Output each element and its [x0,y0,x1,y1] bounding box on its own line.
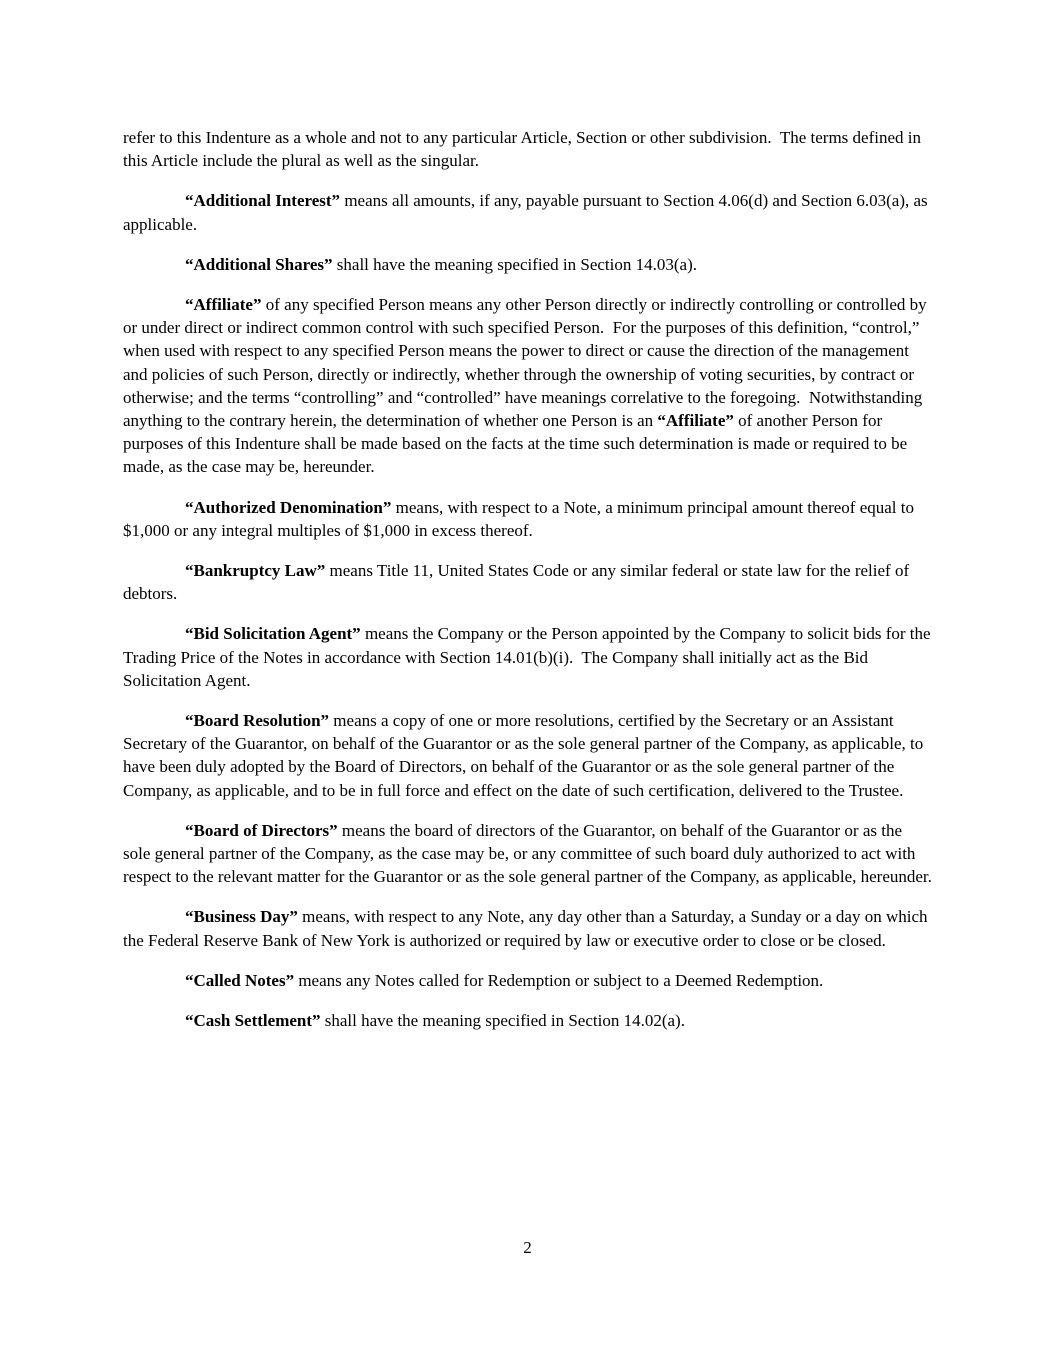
text-run: means, with respect to any Note, any day other than a Saturday, a Sunday or a day on which the Federal Reserve Bank of New York is authorized or required by law or executive order to close or be closed. [123,907,932,950]
defined-term: “Called Notes” [185,970,295,990]
body-paragraph [123,126,932,172]
definition-paragraph [123,819,932,889]
defined-term: “Cash Settlement” [185,1011,321,1031]
text-run: means the board of directors of the Guarantor, on behalf of the Guarantor or as the sole general partner of the Company, as the case may be, or any committee of such board duly authorized to act with respect to the relevant matter for the Guarantor or as the sole general partner of the Company, as applicable, hereunder. [123,820,932,887]
defined-term: “Additional Shares” [185,254,333,274]
defined-term: “Affiliate” [657,411,734,431]
definition-paragraph [123,189,932,235]
text-run: means all amounts, if any, payable pursuant to Section 4.06(d) and Section 6.03(a), as applicable. [123,191,932,234]
definition-paragraph [123,1009,932,1032]
text-run: means, with respect to a Note, a minimum principal amount thereof equal to $1,000 or any integral multiples of $1,000 in excess thereof. [123,497,919,540]
text-run: refer to this Indenture as a whole and not to any particular Article, Section or other subdivision. The terms defined in this Article include the plural as well as the singular. [123,128,926,171]
text-run: of any specified Person means any other Person directly or indirectly controlling or controlled by or under direct or indirect common control with such specified Person. For the purposes of this definition, “control,” when used with respect to any specified Person means the power to direct or cause the direction of the management and policies of such Person, directly or indirectly, whether through the ownership of voting securities, by contract or otherwise; and the terms “controlling” and “controlled” have meanings correlative to the foregoing. Notwithstanding anything to the contrary herein, the determination of whether one Person is an [123,295,931,431]
document-body [123,126,935,1049]
definition-paragraph [123,622,935,692]
definition-paragraph [123,496,932,542]
defined-term: “Business Day” [185,907,298,927]
text-run: of another Person for purposes of this Indenture shall be made based on the facts at the time such determination is made or required to be made, as the case may be, hereunder. [123,411,912,477]
text-run: shall have the meaning specified in Section 14.02(a). [320,1011,685,1031]
definition-paragraph [123,293,932,479]
defined-term: “Bid Solicitation Agent” [185,624,361,644]
text-run: means the Company or the Person appointed by the Company to solicit bids for the Trading Price of the Notes in accordance with Section 14.01(b)(i). The Company shall initially act as the Bid Solicitation Agent. [123,624,935,690]
definition-paragraph [123,253,932,276]
definition-paragraph [123,559,932,605]
text-run: means a copy of one or more resolutions, certified by the Secretary or an Assistant Secretary of the Guarantor, on behalf of the Guarantor or as the sole general partner of the Company, as applicable, to have been duly adopted by the Board of Directors, on behalf of the Guarantor or as the sole general partner of the Company, as applicable, and to be in full force and effect on the date of such certification, delivered to the Trustee. [123,711,928,800]
text-run: shall have the meaning specified in Section 14.03(a). [332,254,697,274]
text-run: means any Notes called for Redemption or subject to a Deemed Redemption. [294,970,824,990]
definition-paragraph [123,709,932,802]
defined-term: “Additional Interest” [185,191,341,211]
page-number: 2 [523,1238,532,1257]
definition-paragraph [123,905,932,951]
text-run: means Title 11, United States Code or any similar federal or state law for the relief of debtors. [123,561,914,604]
definition-paragraph [123,969,932,992]
defined-term: “Authorized Denomination” [185,497,392,517]
defined-term: “Bankruptcy Law” [185,561,326,581]
defined-term: “Affiliate” [185,295,262,315]
defined-term: “Board Resolution” [185,711,330,731]
defined-term: “Board of Directors” [185,820,338,840]
